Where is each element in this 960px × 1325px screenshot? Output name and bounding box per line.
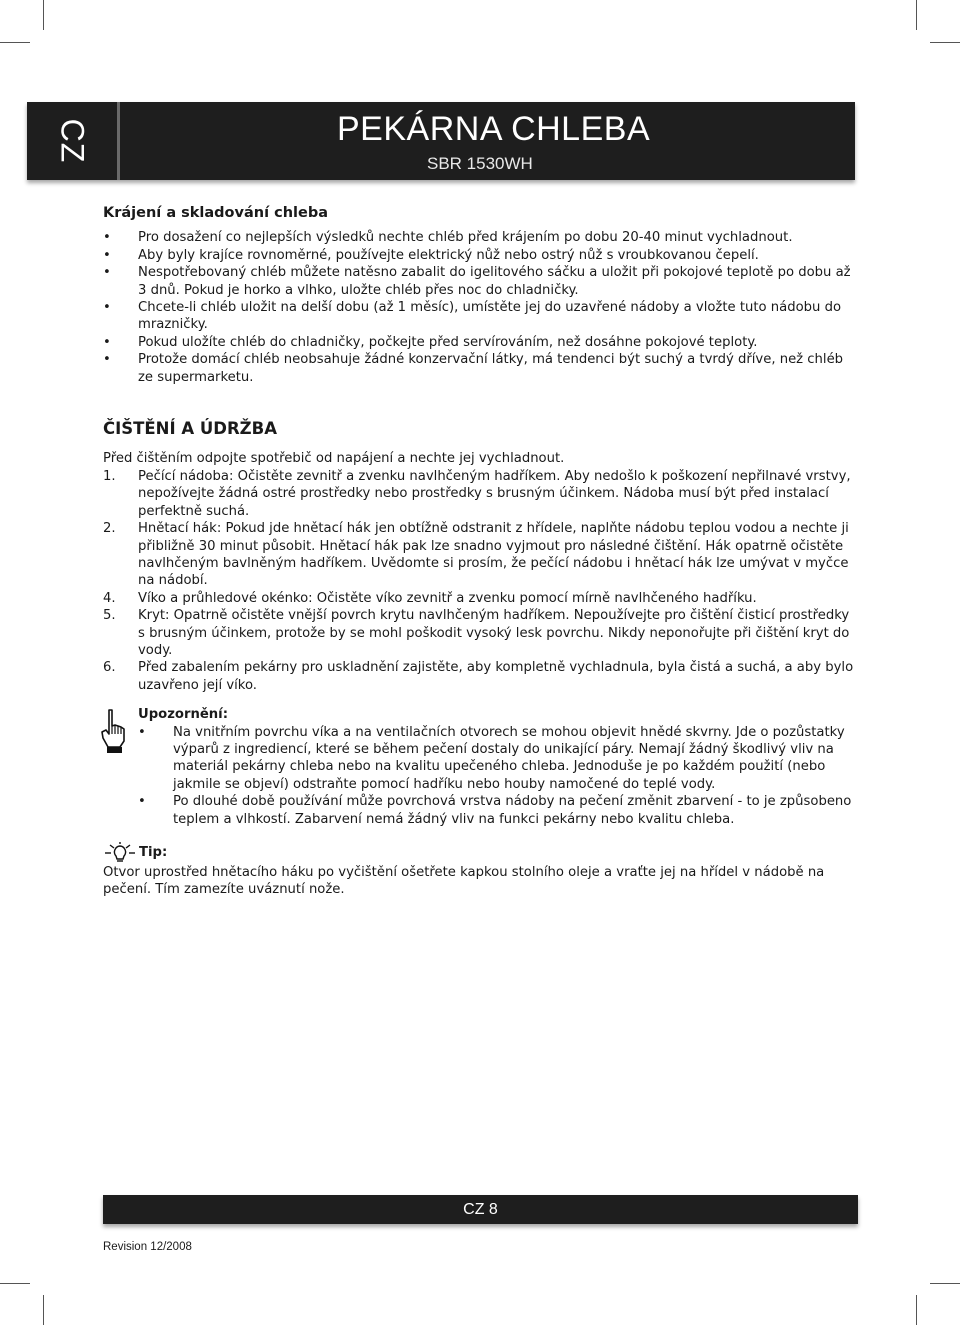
- crop-mark: [930, 42, 960, 43]
- crop-mark: [916, 0, 917, 30]
- crop-mark: [930, 1283, 960, 1284]
- crop-mark: [0, 1283, 30, 1284]
- list-item: • Na vnitřním povrchu víka a na ventilačních otvorech se mohou objevit hnědé skvrny. Jde o pozůstatky výparů z ingrediencí, které se během pečení dostaly do unikající páry. Nemají žádný škodlivý vliv na materiál pekárny chleba nebo na kvalitu upečeného chleba. Jednoduše je po každém použití (nebo jakmile se objeví) odstraňte pomocí hadříku nebo houby namočené do teplé vody.: [138, 724, 858, 794]
- cleaning-steps: [103, 468, 858, 694]
- list-item: [103, 468, 858, 520]
- step-text: Před zabalením pekárny pro uskladnění zajistěte, aby kompletně vychladnula, byla čistá a suchá, a aby bylo uzavřeno její víko.: [138, 660, 854, 693]
- list-item: [103, 520, 858, 590]
- tip-title: Tip:: [139, 845, 168, 861]
- language-tab: [27, 102, 120, 180]
- crop-mark: [916, 1295, 917, 1325]
- warning-title: Upozornění:: [138, 707, 228, 723]
- tip-header: [103, 842, 858, 864]
- step-text: Kryt: Opatrně očistěte vnější povrch krytu navlhčeným hadříkem. Nepoužívejte pro čištění čisticí prostředky s brusným účinkem, protože by se mohl poškodit vysoký lesk povrchu. Nikdy neponořujte při čištění kryt do vody.: [138, 608, 850, 658]
- cleaning-intro: Před čištěním odpojte spotřebič od napájení a nechte jej vychladnout.: [103, 451, 565, 467]
- crop-mark: [43, 1295, 44, 1325]
- warning-box: [103, 706, 858, 828]
- light-bulb-icon: [103, 842, 137, 864]
- list-item: • Chcete-li chléb uložit na delší dobu (až 1 měsíc), umístěte jej do uzavřené nádoby a vložte tuto nádobu do mrazničky.: [103, 299, 858, 334]
- list-item: • Aby byly krajíce rovnoměrné, používejte elektrický nůž nebo ostrý nůž s vroubkovanou čepelí.: [103, 247, 858, 264]
- slicing-heading: Krájení a skladování chleba: [103, 205, 328, 221]
- step-text: Víko a průhledové okénko: Očistěte víko zevnitř a zvenku pomocí mírně navlhčeného hadříku.: [138, 590, 757, 606]
- list-item: • Protože domácí chléb neobsahuje žádné konzervační látky, má tendenci být suchý a tvrdý dříve, než chléb ze supermarketu.: [103, 351, 858, 386]
- language-code: CZ: [54, 118, 91, 164]
- tip-box: [103, 842, 858, 899]
- model-number: SBR 1530WH: [427, 154, 533, 173]
- pointing-hand-icon: [99, 708, 129, 754]
- crop-mark: [0, 42, 30, 43]
- revision-label: Revision 12/2008: [103, 1241, 192, 1253]
- step-number: 2.: [103, 521, 116, 537]
- warning-list: [138, 724, 858, 828]
- list-item: [103, 607, 858, 659]
- page-number: CZ 8: [463, 1201, 498, 1218]
- list-item: • Pro dosažení co nejlepších výsledků nechte chléb před krájením po dobu 20-40 minut vychladnout.: [103, 229, 858, 246]
- tip-text: Otvor uprostřed hnětacího háku po vyčištění ošetřete kapkou stolního oleje a vraťte jej na hřídel v nádobě na pečení. Tím zamezíte uváznutí nože.: [103, 865, 825, 898]
- list-item: • Po dlouhé době používání může povrchová vrstva nádoby na pečení změnit zbarvení - to je způsobeno teplem a vlhkostí. Zabarvení nemá žádný vliv na funkci pekárny nebo kvalitu chleba.: [138, 793, 858, 828]
- slicing-list: [103, 229, 858, 386]
- step-number: 6.: [103, 660, 116, 676]
- list-item: [103, 590, 858, 607]
- step-text: Hnětací hák: Pokud jde hnětací hák jen obtížně odstranit z hřídele, naplňte nádobu teplou vodou a nechte ji přibližně 30 minut působit. Hnětací hák pak lze snadno vyjmout pro následné čištění. Hák opatrně očistěte navlhčeným bavlněným hadříkem. Uvědomte si prosím, že pečící nádobu i hnětací hák lze umývat v myčce na nádobí.: [138, 521, 849, 589]
- step-number: 1.: [103, 468, 116, 484]
- page-header: [27, 102, 855, 180]
- page-number-bar: [103, 1195, 858, 1224]
- list-item: • Nespotřebovaný chléb můžete natěsno zabalit do igelitového sáčku a uložit při pokojové teplotě po dobu až 3 dnů. Pokud je horko a vlhko, uložte chléb přes noc do chladničky.: [103, 264, 858, 299]
- list-item: • Pokud uložíte chléb do chladničky, počkejte před servírováním, než dosáhne pokojové teploty.: [103, 334, 858, 351]
- crop-mark: [43, 0, 44, 30]
- step-text: Pečící nádoba: Očistěte zevnitř a zvenku navlhčeným hadříkem. Aby nedošlo k poškození nepřilnavé vrstvy, nepožívejte žádná ostré prostředky nebo prostředky s brusným účinkem. Nádoba musí být před instalací perfektně suchá.: [138, 468, 851, 519]
- list-item: [103, 659, 858, 694]
- page-title: PEKÁRNA CHLEBA: [337, 110, 651, 148]
- step-number: 4.: [103, 590, 116, 606]
- step-number: 5.: [103, 608, 116, 624]
- cleaning-heading: ČIŠTĚNÍ A ÚDRŽBA: [103, 419, 277, 439]
- page-content: [103, 205, 858, 899]
